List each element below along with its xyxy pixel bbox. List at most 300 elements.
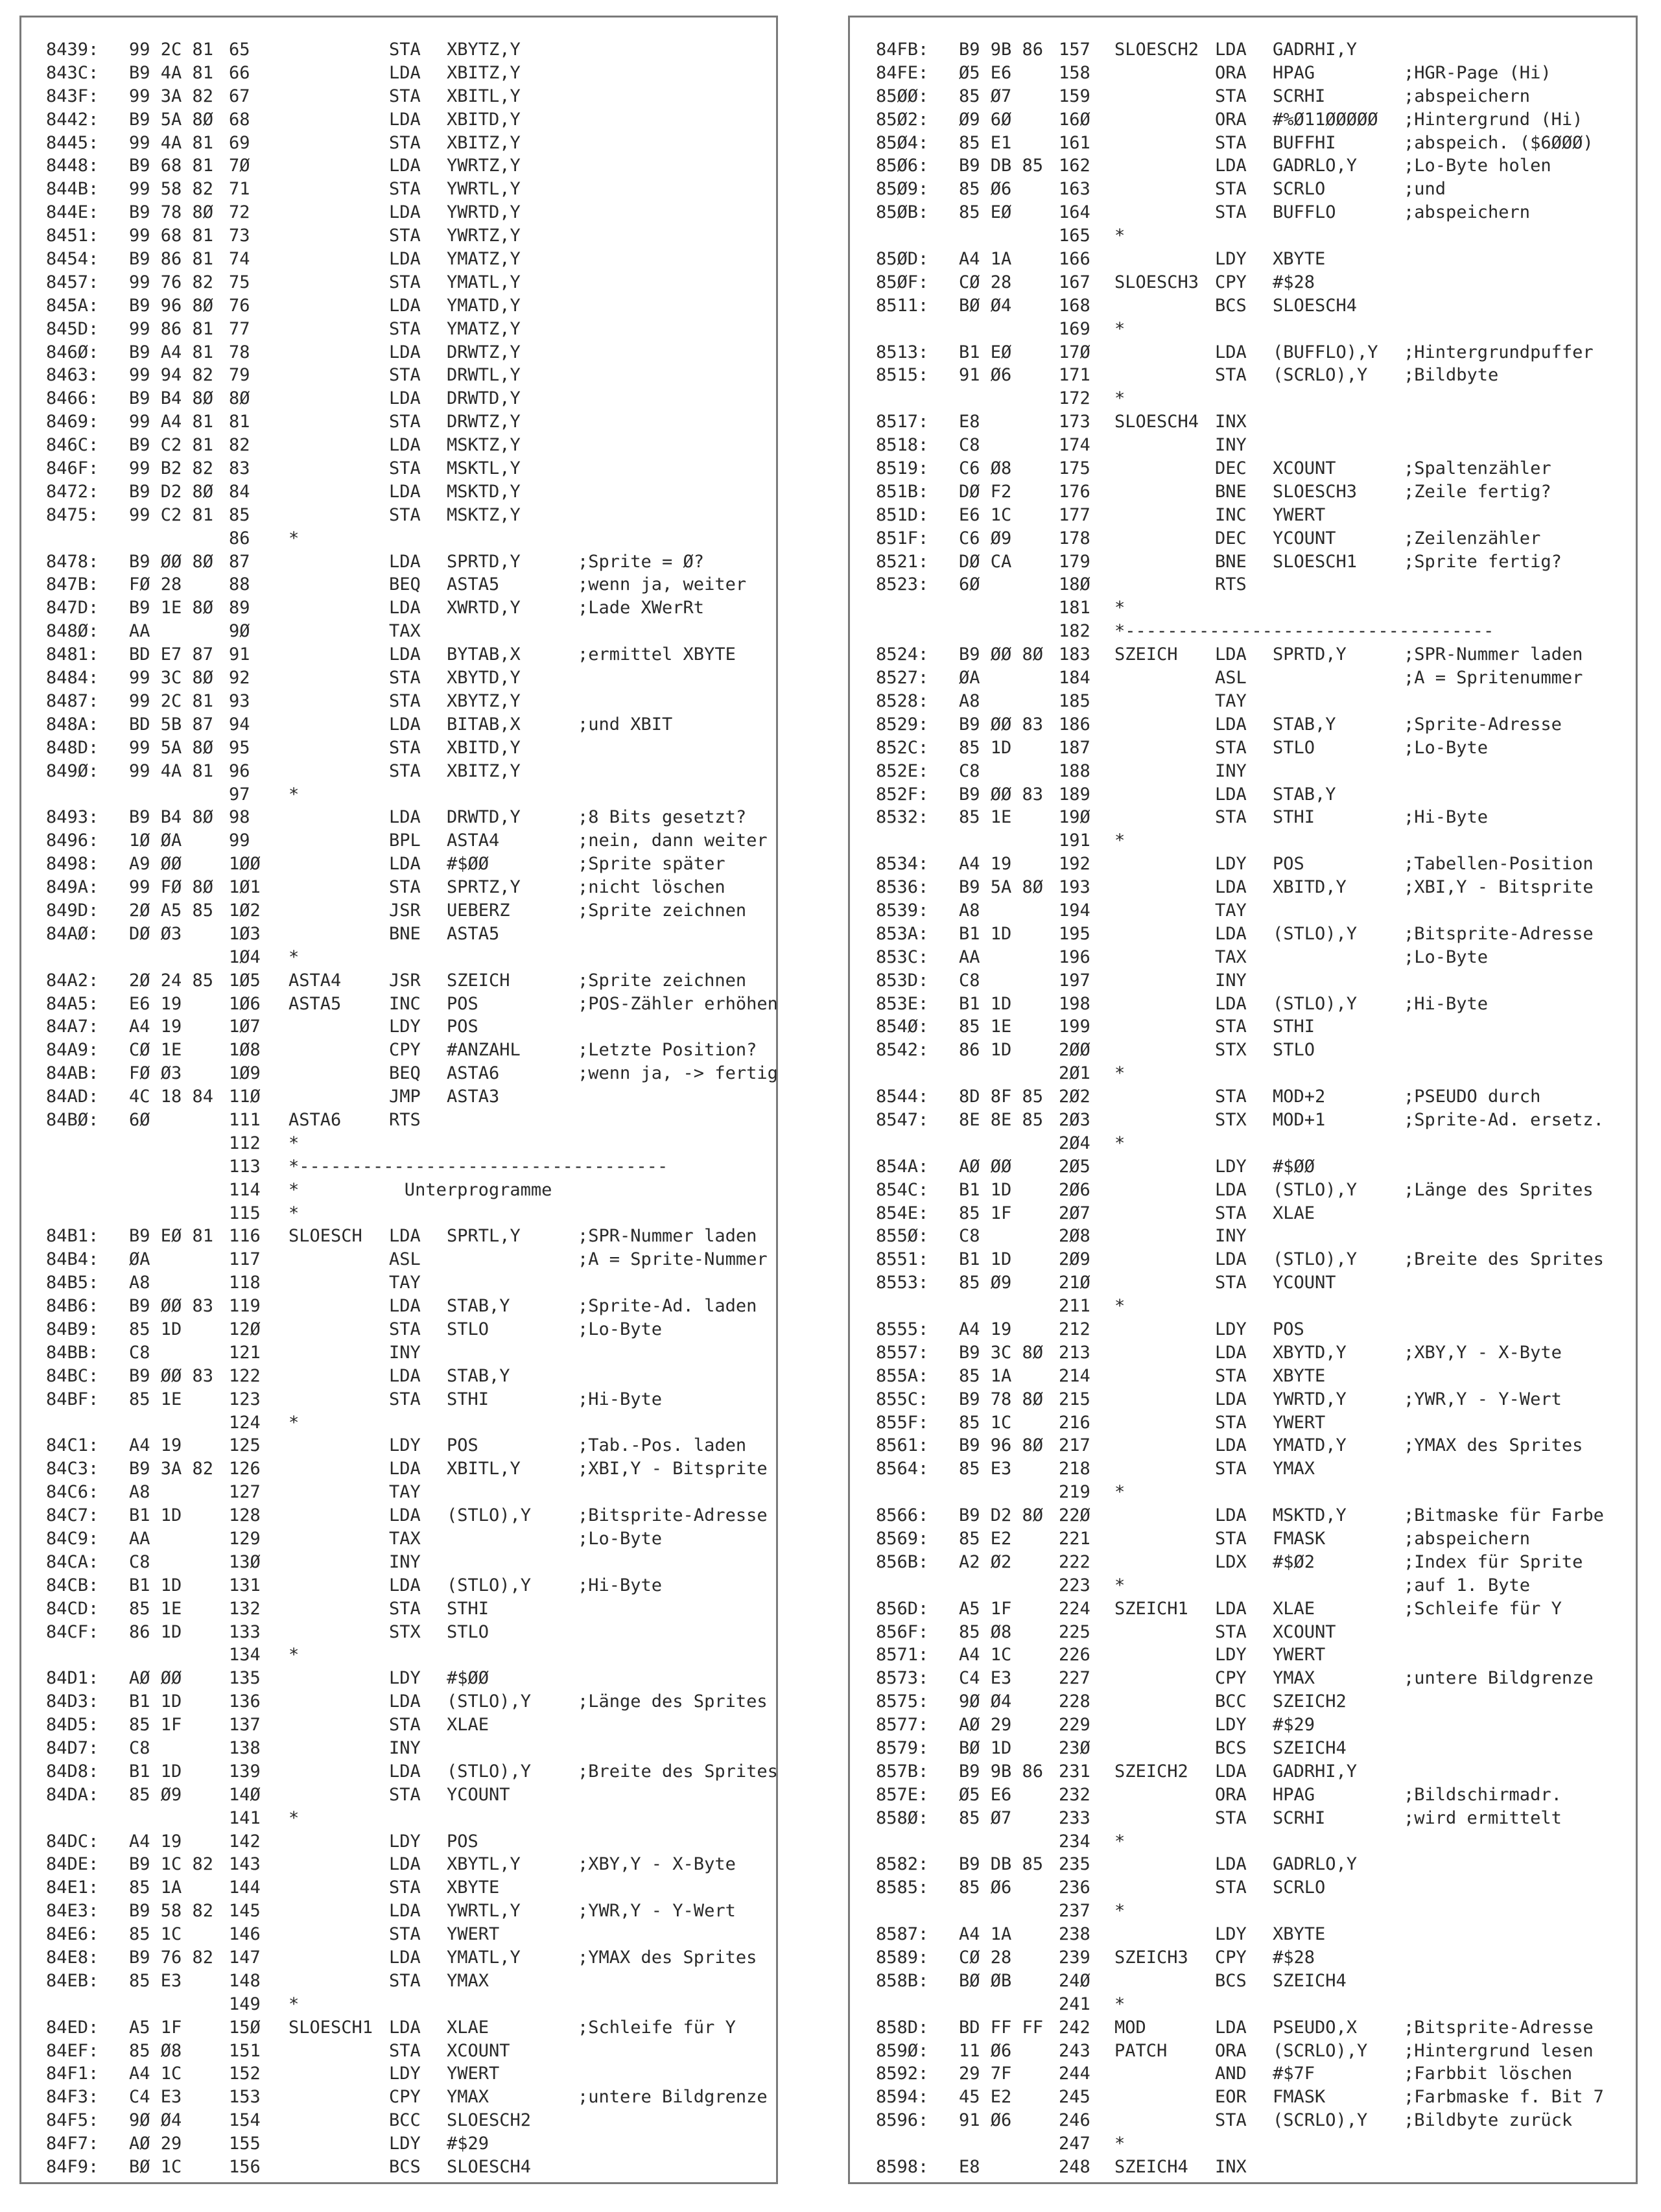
mnemonic: LDA — [1215, 784, 1247, 805]
line-number: 1Ø9 — [229, 1063, 261, 1084]
operand: YMATD,Y — [1273, 1435, 1347, 1456]
comment: ;abspeichern — [1404, 1529, 1531, 1549]
line-number: 222 — [1059, 1551, 1090, 1572]
comment: ;Hintergrundpuffer — [1404, 342, 1594, 362]
mnemonic: BCS — [1215, 1970, 1247, 1991]
code-line — [21, 294, 776, 318]
machine-code: FØ 28 — [129, 574, 182, 595]
address: 8442: — [46, 109, 99, 130]
mnemonic: LDA — [1215, 40, 1247, 60]
address: 8498: — [46, 854, 99, 875]
code-line — [21, 2062, 776, 2086]
code-line — [850, 410, 1636, 434]
operand: GADRLO,Y — [1273, 1854, 1358, 1875]
code-line — [850, 364, 1636, 387]
address: 848A: — [46, 714, 99, 735]
address: 844B: — [46, 179, 99, 200]
line-number: 192 — [1059, 854, 1090, 875]
address: 8496: — [46, 830, 99, 851]
machine-code: 85 1C — [129, 1924, 182, 1945]
operand: POS — [447, 1435, 478, 1456]
mnemonic: LDA — [389, 1575, 421, 1595]
line-number: 217 — [1059, 1435, 1090, 1456]
address: 8451: — [46, 226, 99, 246]
operand: (STLO),Y — [1273, 923, 1358, 944]
address: 84F7: — [46, 2134, 99, 2154]
address: 84F5: — [46, 2110, 99, 2131]
code-line — [21, 1341, 776, 1365]
machine-code: 99 76 82 — [129, 272, 214, 292]
address: 84EB: — [46, 1970, 99, 1991]
machine-code: 86 1D — [129, 1621, 182, 1642]
operand: XBYTD,Y — [1273, 1342, 1347, 1363]
machine-code: A4 19 — [129, 1017, 182, 1037]
comment: ;Letzte Position? — [578, 1040, 757, 1061]
code-line — [21, 783, 776, 806]
operand: XLAE — [1273, 1598, 1315, 1619]
line-number: 92 — [229, 668, 250, 688]
line-number: 187 — [1059, 737, 1090, 758]
machine-code: A8 — [129, 1273, 150, 1293]
address: 8579: — [876, 1738, 929, 1759]
line-number: 127 — [229, 1482, 261, 1503]
code-line — [21, 760, 776, 783]
code-line — [850, 596, 1636, 620]
machine-code: B9 D2 8Ø — [129, 481, 214, 502]
comment: ;PSEUDO durch — [1404, 1087, 1541, 1107]
mnemonic: INY — [1215, 1226, 1247, 1247]
mnemonic: LDY — [389, 2064, 421, 2084]
code-line — [850, 1876, 1636, 1900]
mnemonic: INC — [389, 993, 421, 1014]
machine-code: B9 86 81 — [129, 249, 214, 270]
code-line — [850, 1900, 1636, 1923]
code-line — [21, 573, 776, 596]
address: 853E: — [876, 993, 929, 1014]
mnemonic: INY — [1215, 435, 1247, 456]
machine-code: B9 58 82 — [129, 1901, 214, 1922]
mnemonic: LDA — [389, 1365, 421, 1386]
line-number: 19Ø — [1059, 807, 1090, 828]
code-line — [850, 1109, 1636, 1132]
code-line — [21, 410, 776, 434]
address: 84DC: — [46, 1831, 99, 1852]
machine-code: E8 — [959, 412, 980, 432]
code-line — [21, 1504, 776, 1527]
address: 857B: — [876, 1761, 929, 1782]
line-number: 123 — [229, 1389, 261, 1409]
machine-code: 85 E3 — [959, 1459, 1012, 1479]
code-line — [850, 271, 1636, 294]
address: 84DE: — [46, 1854, 99, 1875]
line-number: 229 — [1059, 1715, 1090, 1735]
label: SLOESCH — [289, 1226, 362, 1247]
comment: ;Sprite zeichnen — [578, 970, 747, 991]
line-number: 114 — [229, 1179, 261, 1200]
address: 8517: — [876, 412, 929, 432]
mnemonic: STA — [1215, 1459, 1247, 1479]
mnemonic: LDY — [389, 1668, 421, 1689]
code-line — [850, 527, 1636, 550]
line-number: 195 — [1059, 923, 1090, 944]
address: 849Ø: — [46, 760, 99, 781]
code-line — [850, 1807, 1636, 1830]
comment-marker: * — [1114, 1063, 1125, 1084]
line-number: 199 — [1059, 1017, 1090, 1037]
machine-code: B9 96 8Ø — [959, 1435, 1044, 1456]
code-line — [21, 1946, 776, 1970]
mnemonic: INY — [389, 1342, 421, 1363]
mnemonic: STA — [389, 2040, 421, 2061]
operand: DRWTZ,Y — [447, 412, 521, 432]
machine-code: B1 EØ — [959, 342, 1012, 362]
mnemonic: DEC — [1215, 528, 1247, 548]
code-line — [21, 1271, 776, 1295]
machine-code: C8 — [959, 435, 980, 456]
machine-code: AØ ØØ — [129, 1668, 182, 1689]
code-line — [850, 1574, 1636, 1597]
label: ASTA4 — [289, 970, 342, 991]
machine-code: 4C 18 84 — [129, 1087, 214, 1107]
label: SZEICH3 — [1114, 1947, 1188, 1968]
comment: ;wird ermittelt — [1404, 1807, 1562, 1828]
mnemonic: ORA — [1215, 62, 1247, 83]
line-number: 214 — [1059, 1365, 1090, 1386]
machine-code: BD E7 87 — [129, 644, 214, 665]
mnemonic: STA — [389, 1877, 421, 1898]
code-line — [21, 318, 776, 341]
machine-code: BØ ØB — [959, 1970, 1012, 1991]
code-line — [21, 1411, 776, 1435]
code-line — [850, 1225, 1636, 1248]
line-number: 85 — [229, 504, 250, 525]
machine-code: 29 7F — [959, 2064, 1012, 2084]
line-number: 76 — [229, 295, 250, 316]
machine-code: 11 Ø6 — [959, 2040, 1012, 2061]
address: 8511: — [876, 295, 929, 316]
mnemonic: STA — [1215, 86, 1247, 106]
line-number: 156 — [229, 2157, 261, 2178]
mnemonic: LDA — [389, 342, 421, 362]
mnemonic: INC — [1215, 504, 1247, 525]
machine-code: 99 3A 82 — [129, 86, 214, 106]
operand: XWRTD,Y — [447, 598, 521, 618]
line-number: 232 — [1059, 1784, 1090, 1805]
mnemonic: TAX — [389, 621, 421, 642]
address: 84CF: — [46, 1621, 99, 1642]
code-line — [21, 1597, 776, 1621]
code-line — [21, 1248, 776, 1271]
comment: ;Index für Sprite — [1404, 1551, 1583, 1572]
mnemonic: INY — [1215, 760, 1247, 781]
operand: (STLO),Y — [1273, 993, 1358, 1014]
address: 84E1: — [46, 1877, 99, 1898]
address: 84F3: — [46, 2087, 99, 2108]
mnemonic: LDY — [389, 1435, 421, 1456]
operand: XBITL,Y — [447, 86, 521, 106]
machine-code: E6 1C — [959, 504, 1012, 525]
machine-code: B1 1D — [959, 1249, 1012, 1270]
line-number: 171 — [1059, 365, 1090, 386]
line-number: 2Ø6 — [1059, 1179, 1090, 1200]
code-line — [850, 829, 1636, 853]
line-number: 172 — [1059, 388, 1090, 409]
machine-code: 8D 8F 85 — [959, 1087, 1044, 1107]
line-number: 152 — [229, 2064, 261, 2084]
code-line — [850, 341, 1636, 364]
code-line — [21, 1574, 776, 1597]
machine-code: A4 19 — [959, 1319, 1012, 1339]
line-number: 149 — [229, 1994, 261, 2014]
address: 84F1: — [46, 2064, 99, 2084]
comment: ;Sprite später — [578, 854, 725, 875]
address: 8592: — [876, 2064, 929, 2084]
mnemonic: LDA — [389, 202, 421, 223]
code-line — [850, 1085, 1636, 1109]
mnemonic: LDA — [1215, 877, 1247, 898]
machine-code: B9 DB 85 — [959, 1854, 1044, 1875]
line-number: 158 — [1059, 62, 1090, 83]
code-line — [850, 387, 1636, 410]
code-line — [21, 1853, 776, 1876]
operand: POS — [447, 1017, 478, 1037]
operand: FMASK — [1273, 2087, 1326, 2108]
line-number: 1Ø4 — [229, 947, 261, 967]
mnemonic: STA — [389, 226, 421, 246]
operand: SLOESCH4 — [447, 2157, 532, 2178]
mnemonic: STA — [389, 668, 421, 688]
machine-code: 85 E1 — [959, 132, 1012, 153]
mnemonic: BEQ — [389, 1063, 421, 1084]
code-line — [21, 1318, 776, 1341]
comment: ;YWR,Y - Y-Wert — [578, 1901, 736, 1922]
address: 84D3: — [46, 1691, 99, 1712]
line-number: 97 — [229, 784, 250, 805]
line-number: 181 — [1059, 598, 1090, 618]
line-number: 1Ø6 — [229, 993, 261, 1014]
mnemonic: BNE — [389, 923, 421, 944]
operand: HPAG — [1273, 1784, 1315, 1805]
line-number: 116 — [229, 1226, 261, 1247]
line-number: 133 — [229, 1621, 261, 1642]
comment: ;Hi-Byte — [578, 1575, 663, 1595]
listing-column-right — [848, 16, 1638, 2184]
mnemonic: STA — [389, 760, 421, 781]
code-line — [21, 38, 776, 62]
mnemonic: STA — [389, 458, 421, 479]
comment-marker: * — [1114, 1575, 1125, 1595]
code-line — [21, 364, 776, 387]
operand: YWRTL,Y — [447, 179, 521, 200]
mnemonic: LDA — [389, 1761, 421, 1782]
operand: UEBERZ — [447, 900, 510, 921]
code-line — [850, 620, 1636, 643]
mnemonic: LDA — [389, 1901, 421, 1922]
mnemonic: STA — [389, 690, 421, 711]
code-line — [21, 713, 776, 736]
mnemonic: LDA — [1215, 342, 1247, 362]
address: 84E3: — [46, 1901, 99, 1922]
address: 8484: — [46, 668, 99, 688]
machine-code: B9 ØØ 83 — [129, 1365, 214, 1386]
machine-code: AØ ØØ — [959, 1156, 1012, 1177]
operand: DRWTZ,Y — [447, 342, 521, 362]
comment: ;Lade XWerRt — [578, 598, 705, 618]
address: 84FE: — [876, 62, 929, 83]
code-line — [850, 2156, 1636, 2179]
line-number: 239 — [1059, 1947, 1090, 1968]
label: SZEICH4 — [1114, 2157, 1188, 2178]
machine-code: A4 19 — [129, 1831, 182, 1852]
comment: ;untere Bildgrenze — [1404, 1668, 1594, 1689]
mnemonic: STA — [389, 1389, 421, 1409]
code-line — [850, 201, 1636, 224]
mnemonic: STX — [1215, 1109, 1247, 1130]
code-line — [850, 457, 1636, 480]
line-number: 134 — [229, 1645, 261, 1665]
mnemonic: LDY — [389, 1017, 421, 1037]
line-number: 13Ø — [229, 1551, 261, 1572]
code-line — [21, 387, 776, 410]
machine-code: B1 1D — [129, 1691, 182, 1712]
line-number: 245 — [1059, 2087, 1090, 2108]
operand: YCOUNT — [1273, 528, 1336, 548]
mnemonic: STX — [1215, 1040, 1247, 1061]
comment: ;Bitsprite-Adresse — [1404, 2017, 1594, 2038]
mnemonic: BCC — [389, 2110, 421, 2131]
line-number: 72 — [229, 202, 250, 223]
machine-code: B9 9B 86 — [959, 1761, 1044, 1782]
machine-code: 85 Ø9 — [959, 1273, 1012, 1293]
address: 8564: — [876, 1459, 929, 1479]
address: 8585: — [876, 1877, 929, 1898]
code-line — [850, 806, 1636, 829]
mnemonic: JSR — [389, 900, 421, 921]
mnemonic: INY — [1215, 970, 1247, 991]
label: SZEICH — [1114, 644, 1178, 665]
machine-code: 85 E2 — [959, 1529, 1012, 1549]
comment: ;wenn ja, -> fertig — [578, 1063, 778, 1084]
operand: MSKTD,Y — [1273, 1505, 1347, 1526]
line-number: 2Ø3 — [1059, 1109, 1090, 1130]
address: 846C: — [46, 435, 99, 456]
address: 846F: — [46, 458, 99, 479]
line-number: 93 — [229, 690, 250, 711]
operand: YMAX — [1273, 1668, 1315, 1689]
comment: ;A = Sprite-Nummer — [578, 1249, 768, 1270]
code-line — [21, 829, 776, 853]
operand: ASTA6 — [447, 1063, 500, 1084]
address: 8598: — [876, 2157, 929, 2178]
code-line — [21, 201, 776, 224]
line-number: 81 — [229, 412, 250, 432]
mnemonic: INY — [389, 1551, 421, 1572]
mnemonic: STA — [389, 86, 421, 106]
comment: ;Hi-Byte — [1404, 807, 1489, 828]
address: 859Ø: — [876, 2040, 929, 2061]
address: 8532: — [876, 807, 929, 828]
mnemonic: TAY — [389, 1273, 421, 1293]
code-line — [850, 1713, 1636, 1737]
operand: (SCRLO),Y — [1273, 2040, 1368, 2061]
code-line — [850, 1202, 1636, 1225]
code-line — [21, 504, 776, 527]
code-line — [21, 2016, 776, 2040]
mnemonic: RTS — [1215, 574, 1247, 595]
code-line — [850, 1853, 1636, 1876]
address: 8571: — [876, 1645, 929, 1665]
operand: YMATZ,Y — [447, 318, 521, 339]
code-line — [850, 713, 1636, 736]
mnemonic: STA — [389, 737, 421, 758]
operand: YWRTL,Y — [447, 1901, 521, 1922]
line-number: 142 — [229, 1831, 261, 1852]
code-line — [850, 1504, 1636, 1527]
operand: STHI — [447, 1389, 489, 1409]
machine-code: B9 EØ 81 — [129, 1226, 214, 1247]
operand: MOD+2 — [1273, 1087, 1326, 1107]
line-number: 197 — [1059, 970, 1090, 991]
address: 84B9: — [46, 1319, 99, 1339]
mnemonic: LDX — [1215, 1551, 1247, 1572]
line-number: 121 — [229, 1342, 261, 1363]
code-line — [21, 1155, 776, 1179]
machine-code: 85 1D — [959, 737, 1012, 758]
line-number: 15Ø — [229, 2017, 261, 2038]
operand: SLOESCH3 — [1273, 481, 1358, 502]
comment: ;Bildbyte zurück — [1404, 2110, 1573, 2131]
line-number: 111 — [229, 1109, 261, 1130]
line-number: 198 — [1059, 993, 1090, 1014]
operand: BITAB,X — [447, 714, 521, 735]
line-number: 129 — [229, 1529, 261, 1549]
code-line — [21, 2156, 776, 2179]
code-line — [21, 1807, 776, 1830]
line-number: 175 — [1059, 458, 1090, 479]
line-number: 135 — [229, 1668, 261, 1689]
mnemonic: STA — [389, 504, 421, 525]
operand: ASTA5 — [447, 923, 500, 944]
comment: ;XBI,Y - Bitsprite — [578, 1459, 768, 1479]
machine-code: 85 1F — [959, 1203, 1012, 1223]
machine-code: B9 1E 8Ø — [129, 598, 214, 618]
mnemonic: STA — [389, 272, 421, 292]
label: SZEICH1 — [1114, 1598, 1188, 1619]
code-line — [850, 224, 1636, 248]
operand: #$ØØ — [447, 1668, 489, 1689]
mnemonic: STA — [389, 1319, 421, 1339]
operand: BUFFLO — [1273, 202, 1336, 223]
machine-code: B9 C2 81 — [129, 435, 214, 456]
line-number: 151 — [229, 2040, 261, 2061]
address: 856B: — [876, 1551, 929, 1572]
code-line — [850, 132, 1636, 155]
operand: XBITD,Y — [1273, 877, 1347, 898]
address: 85ØF: — [876, 272, 929, 292]
line-number: 78 — [229, 342, 250, 362]
mnemonic: BCC — [1215, 1691, 1247, 1712]
operand: SCRLO — [1273, 1877, 1326, 1898]
machine-code: C4 E3 — [959, 1668, 1012, 1689]
machine-code: 99 58 82 — [129, 179, 214, 200]
machine-code: C8 — [959, 970, 980, 991]
operand: XLAE — [447, 2017, 489, 2038]
operand: YMATD,Y — [447, 295, 521, 316]
operand: #$ØØ — [447, 854, 489, 875]
line-number: 154 — [229, 2110, 261, 2131]
code-line — [21, 248, 776, 271]
machine-code: B9 ØØ 83 — [959, 714, 1044, 735]
